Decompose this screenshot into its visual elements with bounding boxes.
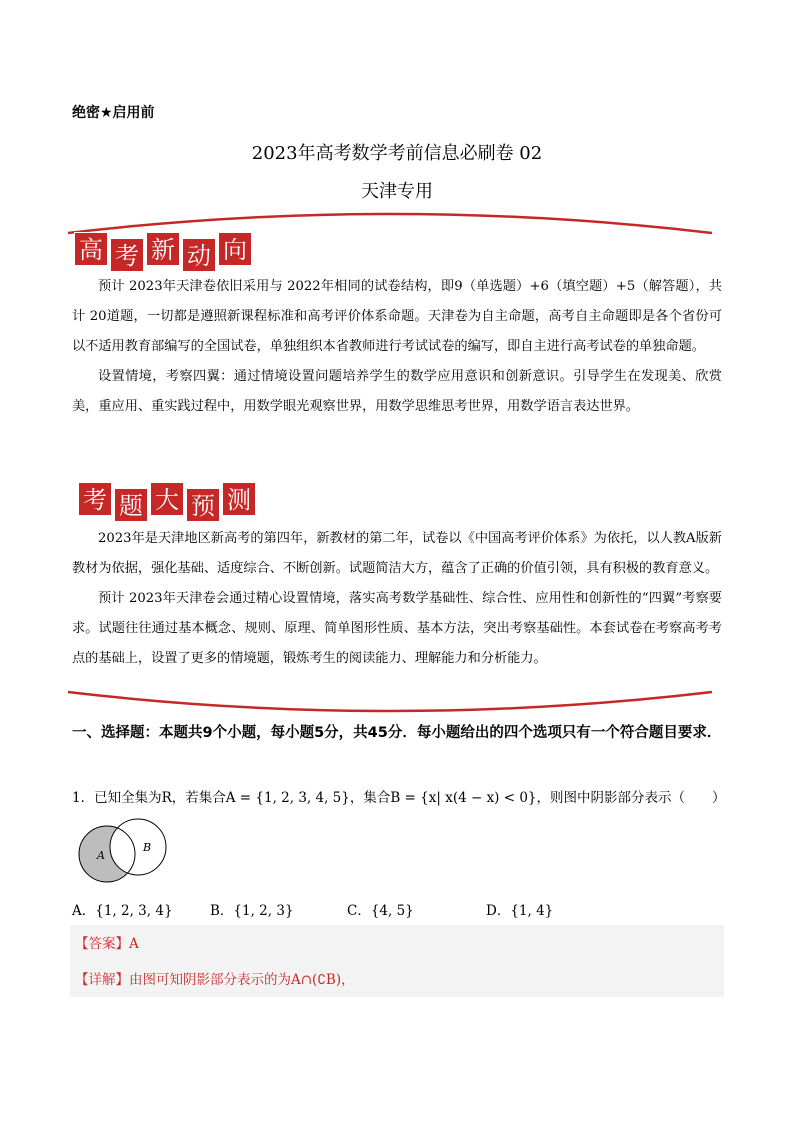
section2-text — [72, 524, 722, 674]
page-title: 2023年高考数学考前信息必刷卷 02 — [251, 143, 543, 164]
answer-line — [75, 932, 139, 952]
banner-char: 动 — [182, 238, 216, 272]
section1-text — [72, 272, 722, 422]
option-b: B．{1, 2, 3} — [210, 903, 294, 919]
bottom-arc-divider — [60, 690, 720, 720]
question-1-text: 1．已知全集为R，若集合A = {1, 2, 3, 4, 5}，集合B = {x| x(4 − x) < 0}，则图中阴影部分表示（ ） — [72, 790, 726, 806]
venn-circle-b — [110, 819, 166, 875]
banner-char: 考 — [78, 482, 112, 516]
banner-exam-forecast — [78, 482, 256, 522]
paragraph: 预计 2023年天津卷依旧采用与 2022年相同的试卷结构，即9（单选题）+6（填空题）+5（解答题），共计 20道题，一切都是遵照新课程标准和高考评价体系命题。天津卷为自主命题，高考自主命题即是各个省份可以不适用教育部编写的全国试卷，单独组织本省教师进行考试试卷的编写，即自主进行高考试卷的单独命题。 — [72, 279, 722, 354]
banner-char: 题 — [114, 488, 148, 522]
venn-label-b: B — [143, 841, 152, 854]
venn-diagram — [72, 814, 172, 884]
banner-char: 高 — [74, 232, 108, 266]
top-arc-divider — [60, 205, 720, 235]
paragraph: 2023年是天津地区新高考的第四年，新教材的第二年，试卷以《中国高考评价体系》为依托，以人教A版新教材为依据，强化基础、适度综合、不断创新。试题简洁大方，蕴含了正确的价值引领，具有积极的教育意义。 — [72, 531, 722, 576]
page-subtitle: 天津专用 — [361, 181, 433, 202]
banner-char: 预 — [186, 488, 220, 522]
banner-char: 向 — [218, 232, 252, 266]
banner-char: 新 — [146, 232, 180, 266]
option-d: D．{1, 4} — [486, 903, 554, 919]
answer-value: A — [129, 936, 139, 952]
paragraph: 设置情境，考察四翼：通过情境设置问题培养学生的数学应用意识和创新意识。引导学生在发现美、欣赏美，重应用、重实践过程中，用数学眼光观察世界，用数学思维思考世界，用数学语言表达世界。 — [72, 369, 722, 414]
section-heading: 一、选择题：本题共9个小题，每小题5分，共45分．每小题给出的四个选项只有一个符合题目要求． — [72, 725, 722, 741]
option-a: A．{1, 2, 3, 4} — [72, 903, 173, 919]
option-c: C．{4, 5} — [347, 903, 414, 919]
banner-char: 测 — [222, 482, 256, 516]
paragraph: 预计 2023年天津卷会通过精心设置情境，落实高考数学基础性、综合性、应用性和创新性的“四翼”考察要求。试题往往通过基本概念、规则、原理、简单图形性质、基本方法，突出考察基础性。本套试卷在考察高考考点的基础上，设置了更多的情境题，锻炼考生的阅读能力、理解能力和分析能力。 — [72, 591, 722, 666]
banner-char: 大 — [150, 482, 184, 516]
venn-label-a: A — [97, 849, 105, 862]
detail-line — [75, 968, 355, 988]
answer-tag: 【答案】 — [75, 936, 129, 952]
confidential-label: 绝密★启用前 — [72, 105, 155, 121]
banner-new-trends — [74, 232, 252, 272]
detail-tag: 【详解】 — [75, 972, 129, 988]
banner-char: 考 — [110, 238, 144, 272]
detail-text: 由图可知阴影部分表示的为A∩(∁B)， — [129, 972, 355, 988]
